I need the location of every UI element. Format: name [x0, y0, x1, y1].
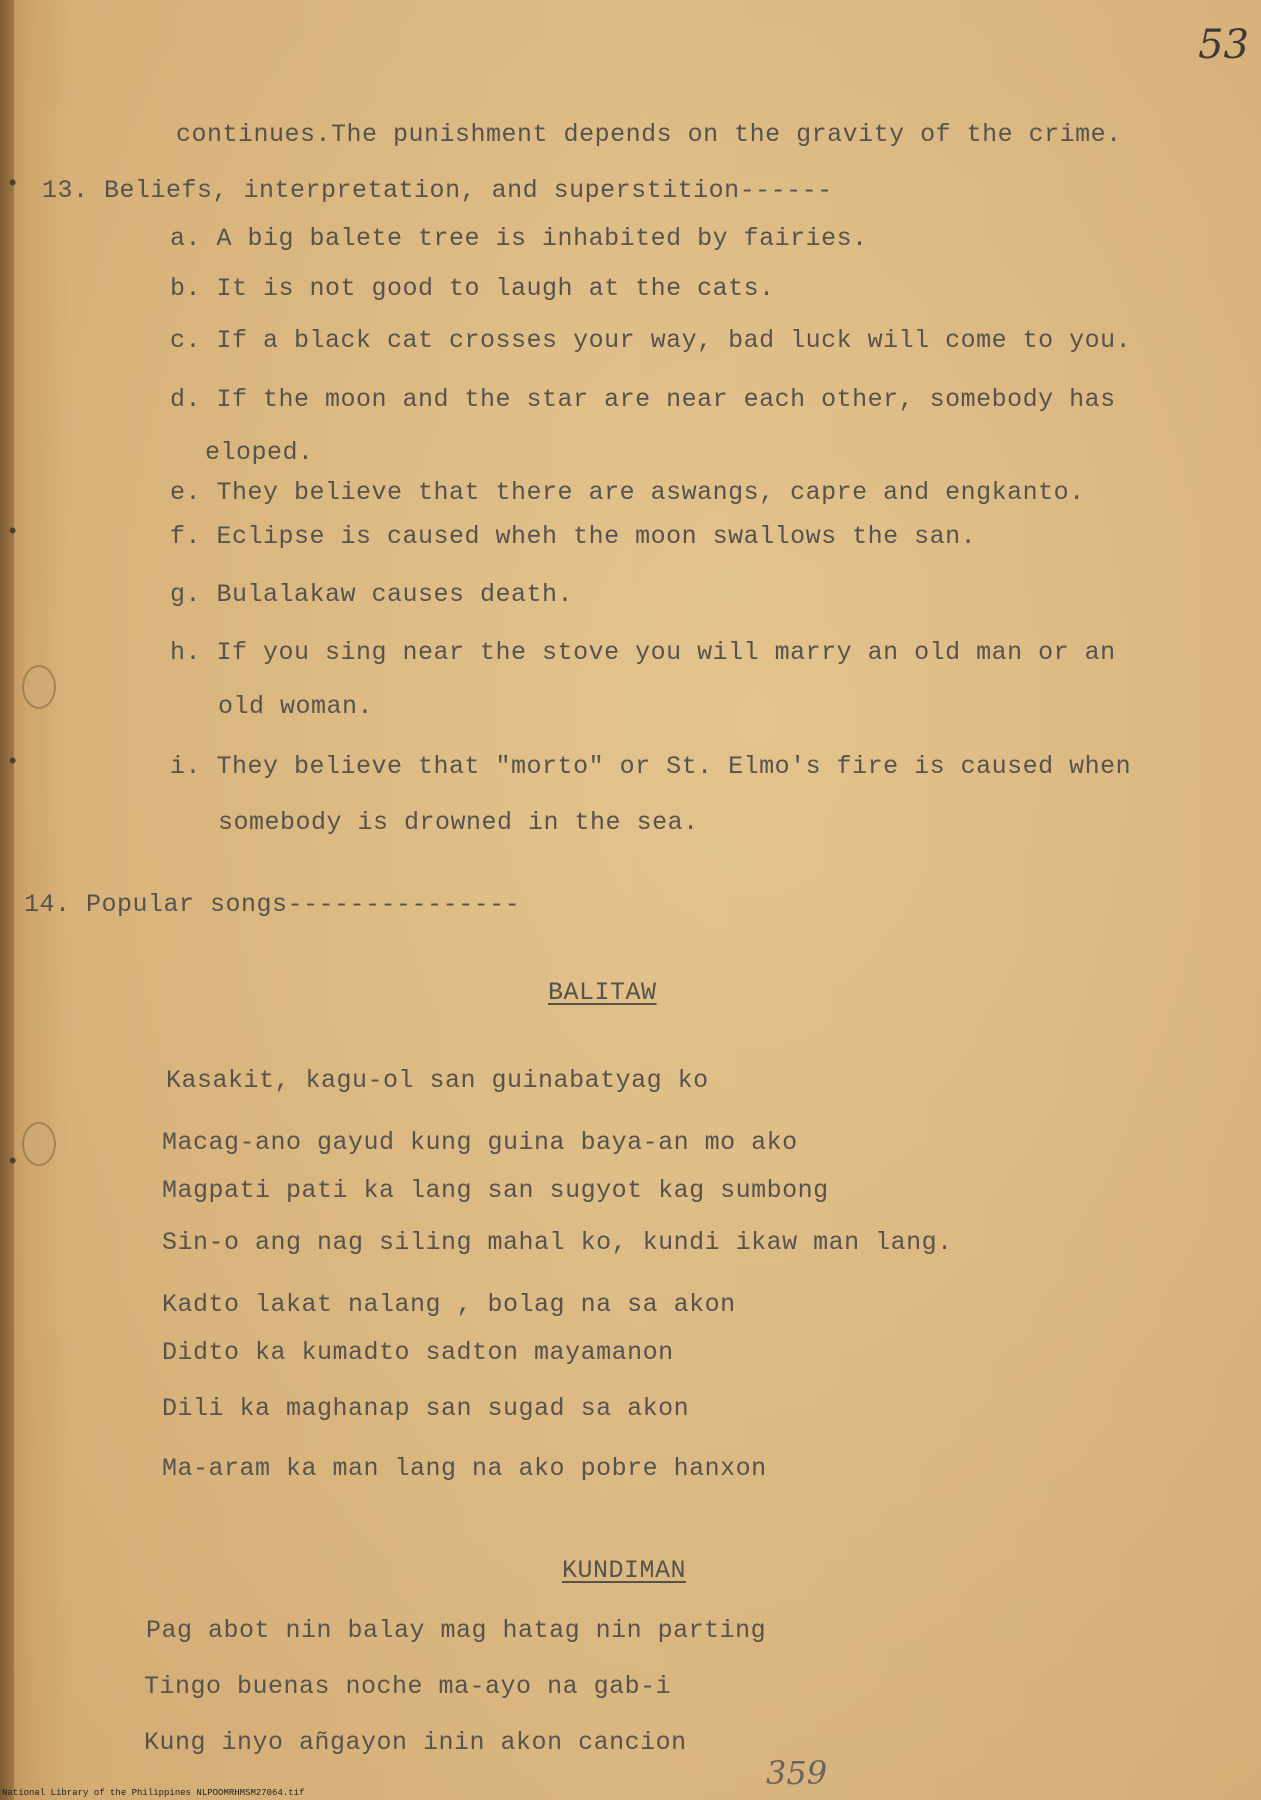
- song-line: Kung inyo añgayon inin akon cancion: [144, 1728, 687, 1757]
- belief-item-continued: somebody is drowned in the sea.: [218, 808, 699, 837]
- margin-mark: •: [6, 750, 20, 775]
- belief-item: d. If the moon and the star are near each other, somebody has: [170, 385, 1116, 414]
- belief-item-continued: eloped.: [205, 438, 314, 467]
- section-13-heading: 13. Beliefs, interpretation, and superstition------: [42, 176, 833, 205]
- belief-item: e. They believe that there are aswangs, capre and engkanto.: [170, 478, 1085, 507]
- section-14-heading: 14. Popular songs---------------: [24, 890, 521, 919]
- song-line: Tingo buenas noche ma-ayo na gab-i: [144, 1672, 672, 1701]
- handwritten-page-number: 53: [1198, 22, 1249, 68]
- scan-footer: National Library of the Philippines NLPOOMRHMSM27064.tif: [2, 1788, 305, 1798]
- song-line: Sin-o ang nag siling mahal ko, kundi ikaw man lang.: [162, 1228, 953, 1257]
- margin-mark: •: [6, 1150, 20, 1175]
- belief-item-continued: old woman.: [218, 692, 374, 721]
- belief-item: h. If you sing near the stove you will marry an old man or an: [170, 638, 1116, 667]
- belief-item: b. It is not good to laugh at the cats.: [170, 274, 775, 303]
- page-binding-edge: [0, 0, 14, 1800]
- song-line: Dili ka maghanap san sugad sa akon: [162, 1394, 690, 1423]
- belief-item: c. If a black cat crosses your way, bad luck will come to you.: [170, 326, 1132, 355]
- song-title-kundiman: KUNDIMAN: [562, 1556, 687, 1585]
- song-line: Kasakit, kagu-ol san guinabatyag ko: [166, 1066, 709, 1095]
- belief-item: a. A big balete tree is inhabited by fairies.: [170, 224, 868, 253]
- song-line: Macag-ano gayud kung guina baya-an mo ako: [162, 1128, 798, 1157]
- margin-mark: •: [6, 520, 20, 545]
- punch-hole: [22, 1122, 56, 1166]
- punch-hole: [22, 665, 56, 709]
- belief-item: i. They believe that "morto" or St. Elmo's fire is caused when: [170, 752, 1132, 781]
- song-line: Magpati pati ka lang san sugyot kag sumbong: [162, 1176, 829, 1205]
- handwritten-bottom-number: 359: [766, 1754, 828, 1792]
- belief-item: f. Eclipse is caused wheh the moon swallows the san.: [170, 522, 977, 551]
- song-line: Kadto lakat nalang , bolag na sa akon: [162, 1290, 736, 1319]
- song-line: Pag abot nin balay mag hatag nin parting: [146, 1616, 767, 1645]
- intro-line: continues.The punishment depends on the gravity of the crime.: [176, 120, 1122, 149]
- song-line: Ma-aram ka man lang na ako pobre hanxon: [162, 1454, 767, 1483]
- song-line: Didto ka kumadto sadton mayamanon: [162, 1338, 674, 1367]
- belief-item: g. Bulalakaw causes death.: [170, 580, 574, 609]
- song-title-balitaw: BALITAW: [548, 978, 657, 1007]
- margin-mark: •: [6, 172, 20, 197]
